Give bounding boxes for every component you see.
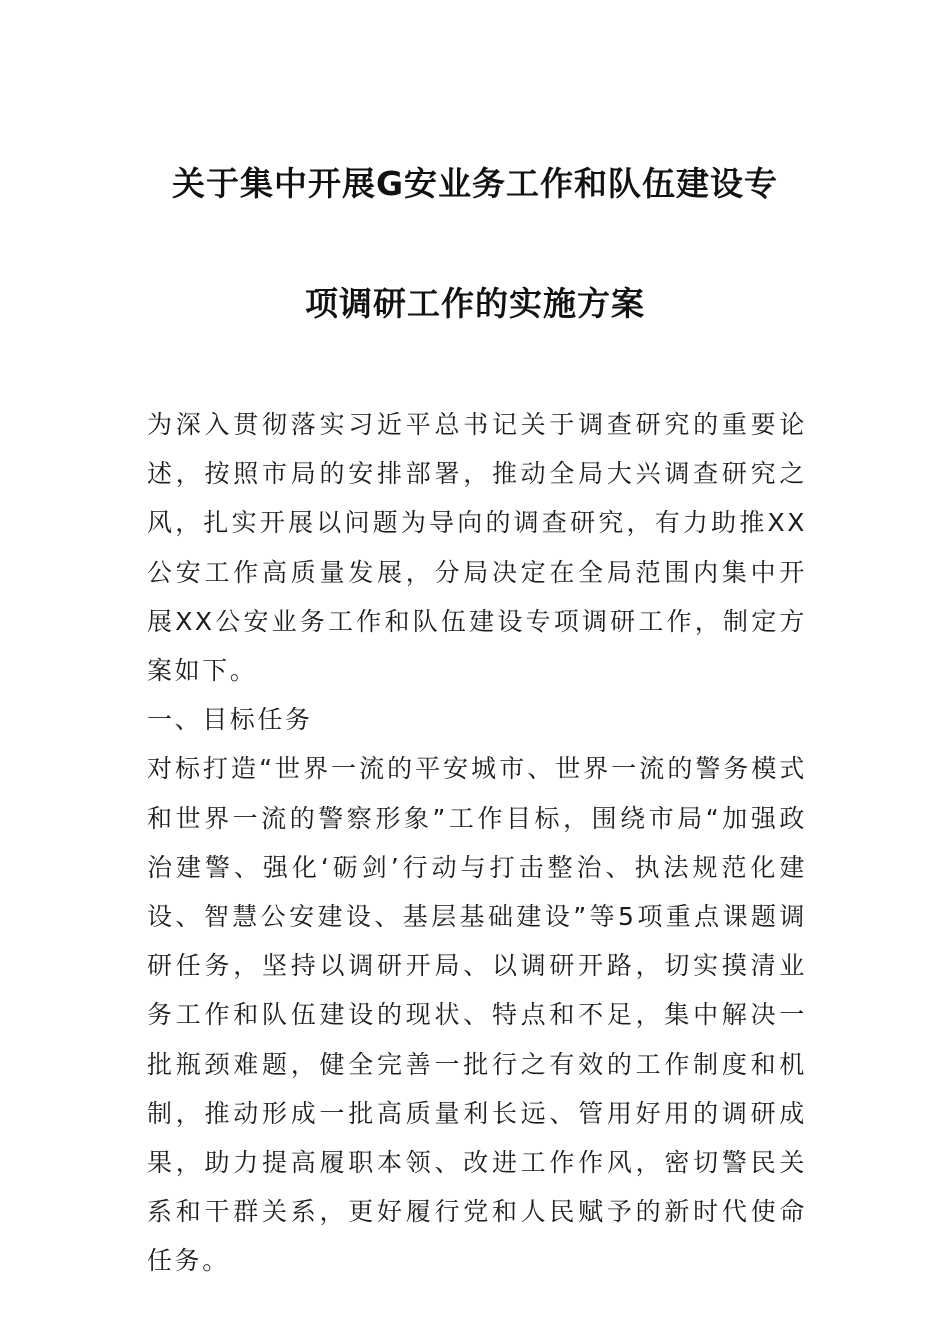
document-body <box>147 400 807 1286</box>
document-title-line-1: 关于集中开展G安业务工作和队伍建设专 <box>171 164 779 203</box>
intro-paragraph: 为深入贯彻落实习近平总书记关于调查研究的重要论述，按照市局的安排部署，推动全局大兴调查研究之风，扎实开展以问题为导向的调查研究，有力助推XX公安工作高质量发展，分局决定在全局范围内集中开展XX公安业务工作和队伍建设专项调研工作，制定方案如下。 <box>147 410 807 686</box>
section-heading-goals: 一、目标任务 <box>147 705 313 735</box>
section-paragraph-goals: 对标打造“世界一流的平安城市、世界一流的警务模式和世界一流的警察形象”工作目标，围绕市局“加强政治建警、强化‘砺剑’行动与打击整治、执法规范化建设、智慧公安建设、基层基础建设”等5项重点课题调研任务，坚持以调研开局、以调研开路，切实摸清业务工作和队伍建设的现状、特点和不足，集中解决一批瓶颈难题，健全完善一批行之有效的工作制度和机制，推动形成一批高质量利长远、管用好用的调研成果，助力提高履职本领、改进工作作风，密切警民关系和干群关系，更好履行党和人民赋予的新时代使命任务。 <box>147 754 807 1276</box>
document-title-line-2: 项调研工作的实施方案 <box>305 284 645 323</box>
